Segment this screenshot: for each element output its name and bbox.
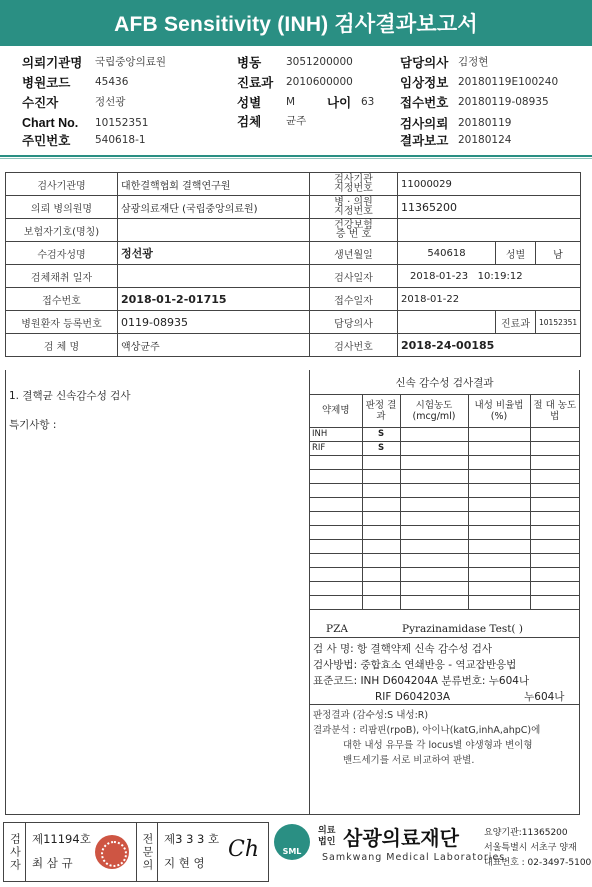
lab-name-label: 검사기관명 [6, 173, 118, 196]
test-date-value: 2018-01-23 10:19:12 [398, 265, 581, 288]
report-header [0, 50, 592, 150]
sex-label: 성별 [237, 95, 262, 110]
physician-value [398, 311, 496, 334]
form-row [6, 173, 581, 196]
note-line: 대한 내성 유무를 각 locus별 야생형과 변이형 [343, 740, 533, 751]
department-value: 2010600000 [286, 75, 353, 88]
test-info [310, 639, 579, 705]
org-name: 삼광의료재단 [343, 828, 459, 850]
reception-date-label: 접수일자 [310, 288, 398, 311]
specimen-label: 검체 [237, 114, 262, 129]
doctor-label: 담당의사 [400, 55, 449, 70]
chart-no-value: 10152351 [95, 116, 149, 129]
signature: Ch [228, 837, 260, 862]
request-date-label: 검사의뢰 [400, 116, 449, 131]
drug-result: S [362, 427, 400, 441]
ward-value: 3051200000 [286, 55, 353, 68]
table-row [310, 441, 579, 455]
standard-code-2: RIF D604203A 누604나 [375, 691, 565, 703]
specialist-label: 전문의 [136, 823, 158, 881]
form-row [6, 311, 581, 334]
susceptibility-table [310, 395, 579, 610]
report-title: AFB Sensitivity (INH) 검사결과보고서 [0, 0, 592, 46]
insurer-label: 보험자기호(명칭) [6, 219, 118, 242]
gender-value: 남 [536, 242, 581, 265]
specimen-value: 균주 [286, 115, 307, 127]
chart-no-label: Chart No. [22, 115, 79, 130]
drug-name: RIF [310, 441, 362, 455]
note-line: 판정결과 (감수성:S 내성:R) [313, 710, 429, 721]
age-label: 나이 [327, 95, 352, 110]
col-proportion: 내성 비율법(%) [468, 395, 530, 427]
results-title: 신속 감수성 검사결과 [310, 370, 579, 395]
table-row [310, 497, 579, 511]
clinical-info-label: 임상정보 [400, 75, 449, 90]
org-english-name: Samkwang Medical Laboratories [322, 852, 506, 863]
drug-result: S [362, 441, 400, 455]
accession-no-label: 접수번호 [6, 288, 118, 311]
dept-value: 10152351 [536, 311, 581, 334]
table-header [310, 395, 579, 427]
gender-label: 성별 [496, 242, 536, 265]
pza-label: PZA [326, 623, 348, 635]
table-row [310, 511, 579, 525]
result-notes [310, 706, 579, 770]
specimen-name-label: 검 체 명 [6, 334, 118, 357]
request-form-table [5, 172, 581, 357]
test-item: 1. 결핵균 신속감수성 검사 [9, 390, 131, 402]
birthdate-value: 540618 [398, 242, 496, 265]
table-row [310, 595, 579, 609]
specimen-name-value: 액상균주 [118, 334, 310, 357]
test-name: 검 사 명: 항 결핵약제 신속 감수성 검사 [313, 643, 493, 655]
registration-no-label: 병원환자 등록번호 [6, 311, 118, 334]
drug-name: INH [310, 427, 362, 441]
org-contact: 요양기관:11365200 서울특별시 서초구 양재 대표번호 : 02-3497-5100 [484, 828, 592, 868]
physician-label: 담당의사 [310, 311, 398, 334]
doctor-value: 김정현 [458, 56, 489, 68]
test-no-label: 검사번호 [310, 334, 398, 357]
table-row [310, 539, 579, 553]
special-notes-label: 특기사항 : [9, 419, 57, 431]
note-line: 밴드세기를 서로 비교하여 판별. [343, 755, 475, 766]
form-row [6, 288, 581, 311]
hospital-name-label: 의뢰기관명 [22, 55, 83, 70]
results-section [5, 370, 580, 815]
ward-label: 병동 [237, 55, 262, 70]
reception-no-label: 접수번호 [400, 95, 449, 110]
form-row [6, 242, 581, 265]
age-value: 63 [361, 95, 375, 108]
examinee-value: 정선광 [118, 242, 310, 265]
request-date-value: 20180119 [458, 116, 512, 129]
test-method: 검사방법: 중합효소 연쇄반응 - 역교잡반응법 [313, 659, 517, 671]
technician-name: 최 삼 규 [32, 856, 73, 870]
lab-name-value: 대한결핵협회 결핵연구원 [118, 173, 310, 196]
birthdate-label: 생년월일 [310, 242, 398, 265]
specialist-license: 제3 3 3 호 [164, 832, 220, 846]
patient-label: 수진자 [22, 95, 59, 110]
clinical-info-value: 20180119E100240 [458, 75, 559, 88]
test-no-value: 2018-24-00185 [398, 334, 581, 357]
reception-date-value: 2018-01-22 [398, 288, 581, 311]
test-date-label: 검사일자 [310, 265, 398, 288]
technician-label: 검사자 [4, 823, 26, 881]
table-row [310, 567, 579, 581]
insurance-no-label: 건강보험 증 번 호 [310, 219, 398, 242]
col-concentration: 시험농도 (mcg/ml) [400, 395, 468, 427]
department-label: 진료과 [237, 75, 274, 90]
sml-logo: SML [274, 824, 310, 860]
lab-id-label: 검사기관 지정번호 [310, 173, 398, 196]
org-type: 의료 법인 [318, 826, 336, 847]
table-row [310, 455, 579, 469]
header-divider [0, 155, 592, 157]
clinic-name-label: 의뢰 병의원명 [6, 196, 118, 219]
clinic-name-value: 삼광의료재단 (국립중앙의료원) [118, 196, 310, 219]
col-absolute: 절 대 농도법 [530, 395, 579, 427]
signature-box [3, 822, 269, 882]
form-row [6, 265, 581, 288]
clinic-id-value: 11365200 [398, 196, 581, 219]
examinee-label: 수검자성명 [6, 242, 118, 265]
table-row [310, 427, 579, 441]
hospital-name-value: 국립중앙의료원 [95, 56, 167, 68]
hospital-code-label: 병원코드 [22, 75, 71, 90]
registration-no-value: 0119-08935 [118, 311, 310, 334]
clinic-id-label: 병 · 의원 지정번호 [310, 196, 398, 219]
table-row [310, 581, 579, 595]
hospital-code-value: 45436 [95, 75, 129, 88]
lab-id-value: 11000029 [398, 173, 581, 196]
standard-code: 표준코드: INH D604204A 분류번호: 누604나 [313, 675, 530, 687]
form-row [6, 334, 581, 357]
col-drug: 약제명 [310, 395, 362, 427]
resident-no-value: 540618-1 [95, 133, 146, 146]
table-row [310, 483, 579, 497]
report-date-value: 20180124 [458, 133, 512, 146]
table-row [310, 525, 579, 539]
results-panel [310, 370, 579, 815]
specialist-name: 지 현 영 [164, 856, 205, 870]
technician-license: 제11194호 [32, 832, 91, 846]
seal-stamp [95, 835, 129, 869]
insurer-value [118, 219, 310, 242]
col-result: 판정 결과 [362, 395, 400, 427]
dept-label: 진료과 [496, 311, 536, 334]
collection-date-value [118, 265, 310, 288]
report-footer [0, 822, 592, 887]
pza-test: Pyrazinamidase Test( ) [402, 623, 523, 635]
table-row [310, 469, 579, 483]
accession-no-value: 2018-01-2-01715 [118, 288, 310, 311]
sex-value: M [286, 95, 296, 108]
reception-no-value: 20180119-08935 [458, 95, 549, 108]
form-row [6, 196, 581, 219]
table-row [310, 553, 579, 567]
pza-row [310, 623, 579, 638]
patient-value: 정선광 [95, 96, 126, 108]
resident-no-label: 주민번호 [22, 133, 71, 148]
form-row [6, 219, 581, 242]
report-date-label: 결과보고 [400, 133, 449, 148]
insurance-no-value [398, 219, 581, 242]
header-divider-thin [0, 158, 592, 159]
collection-date-label: 검체채취 일자 [6, 265, 118, 288]
note-line: 결과분석 : 리팜핀(rpoB), 아이나(katG,inhA,ahpC)에 [313, 725, 541, 736]
comments-panel [6, 370, 310, 815]
